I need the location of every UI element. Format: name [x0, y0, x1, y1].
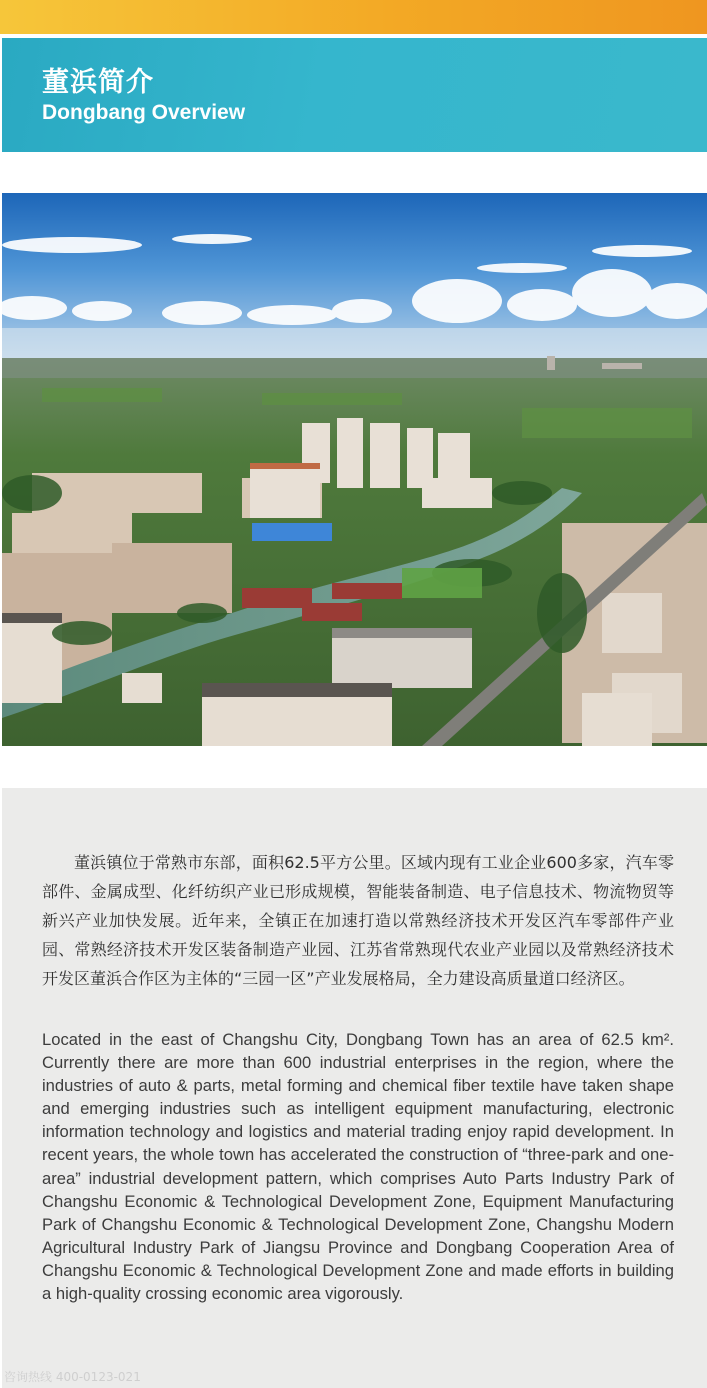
intro-paragraph-en: Located in the east of Changshu City, Dongbang Town has an area of 62.5 km². Currently there are more than 600 industrial enterprises in the region, where the industries of auto & parts, metal forming and chemical fiber textile have taken shape and emerging industries such as intelligent equipment manufacturing, electronic information technology and logistics and material trading enjoy rapid development. In recent years, the whole town has accelerated the construction of “three-park and one-area” industrial development pattern, which comprises Auto Parts Industry Park of Changshu Economic & Technological Development Zone, Equipment Manufacturing Park of Changshu Economic & Technological Development Zone, Changshu Modern Agricultural Industry Park of Jiangsu Province and Dongbang Cooperation Area of Changshu Economic & Technological Development Zone and made efforts in building a high-quality crossing economic area vigorously. — [42, 1030, 674, 1304]
section-title-en: Dongbang Overview — [42, 101, 246, 124]
intro-paragraph-cn: 董浜镇位于常熟市东部，面积62.5平方公里。区域内现有工业企业600多家，汽车零部件、金属成型、化纤纺织产业已形成规模，智能装备制造、电子信息技术、物流物贸等新兴产业加快发展。近年来，全镇正在加速打造以常熟经济技术开发区汽车零部件产业园、常熟经济技术开发区装备制造产业园、江苏省常熟现代农业产业园以及常熟经济技术开发区董浜合作区为主体的“三园一区”产业发展格局，全力建设高质量道口经济区。 — [42, 853, 674, 988]
hotline-watermark: 咨询热线 400-0123-021 — [4, 1370, 141, 1384]
intro-text-panel — [2, 788, 707, 1388]
section-title-cn: 董浜简介 — [42, 67, 154, 98]
section-header — [2, 38, 707, 152]
town-aerial-photo — [2, 193, 707, 746]
top-accent-bar — [0, 0, 707, 34]
